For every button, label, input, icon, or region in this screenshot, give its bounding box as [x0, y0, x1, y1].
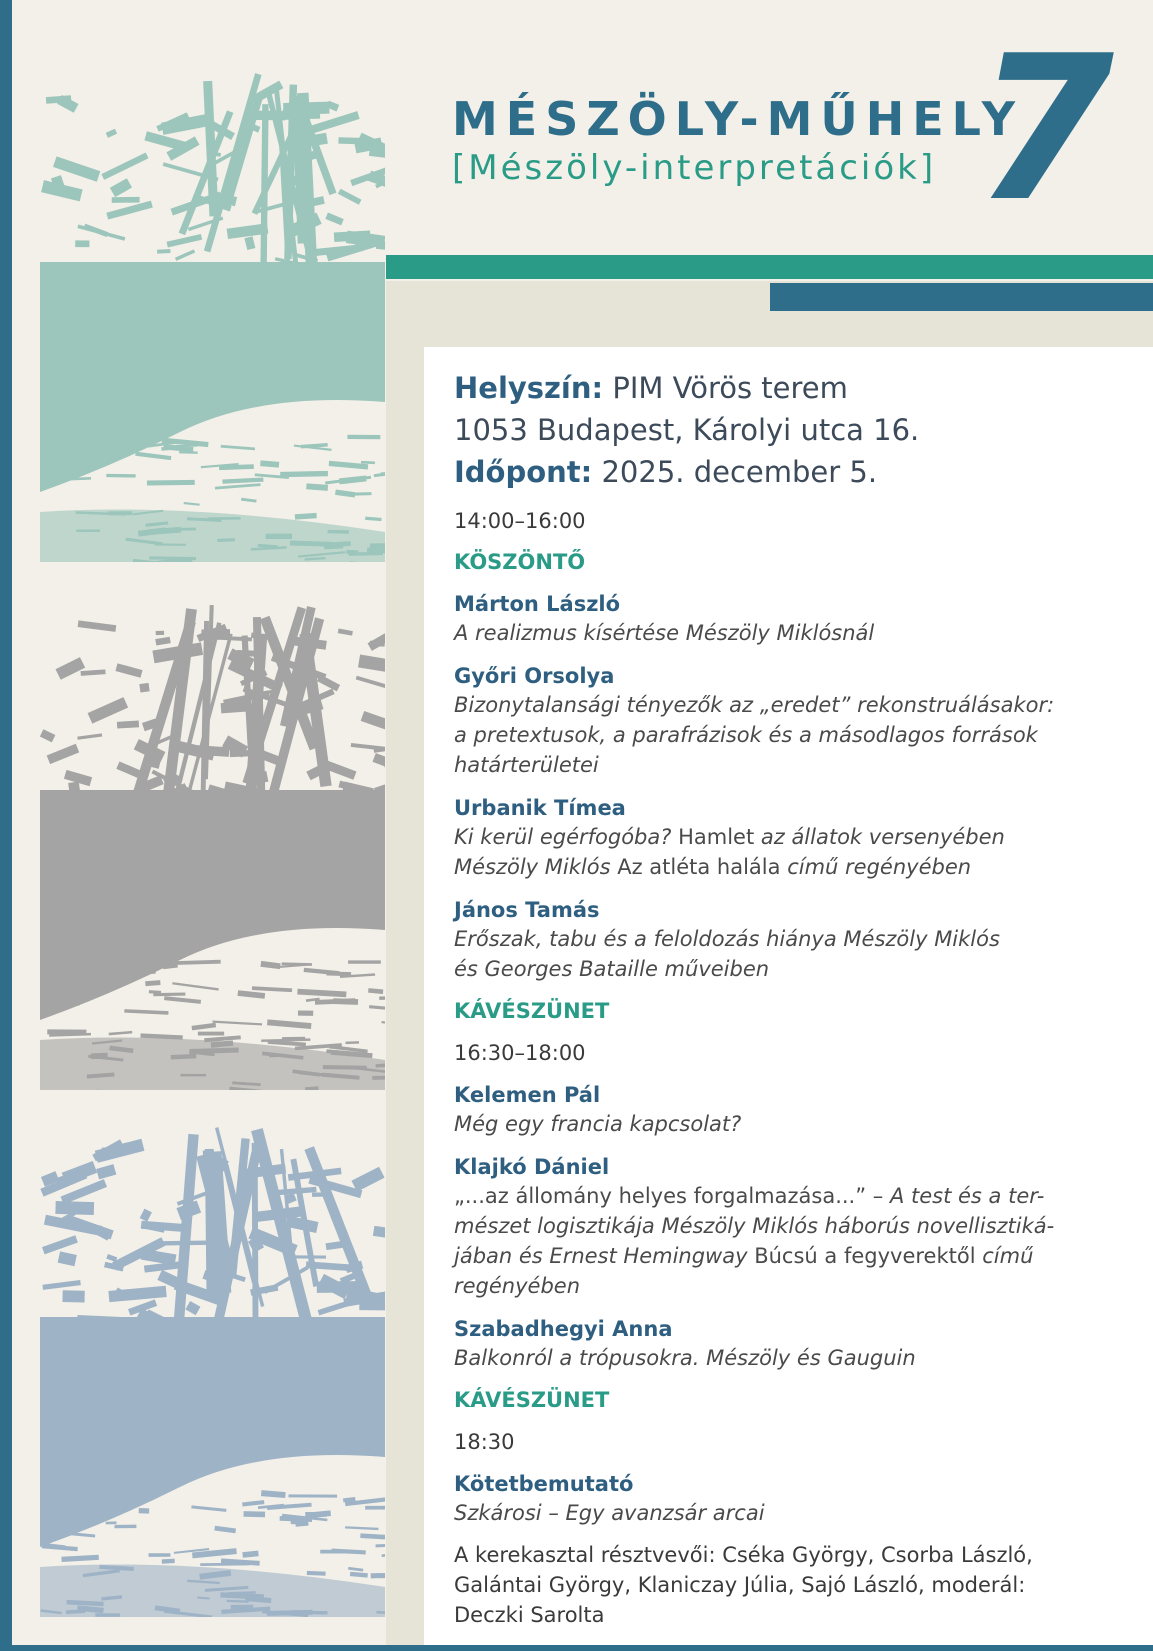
roundtable-line: Galántai György, Klaniczay Júlia, Sajó László, moderál: [454, 1573, 1026, 1597]
program-card [424, 347, 1153, 1645]
woodcut-image-green [40, 72, 385, 562]
quote-fragment: „...az állomány helyes forgalmazása...” – [454, 1184, 884, 1208]
speaker-urbanik: Urbanik Tímea [454, 796, 626, 820]
break-heading-2: KÁVÉSZÜNET [454, 1388, 610, 1412]
stripe-divider [386, 279, 1153, 281]
date-line [454, 451, 1113, 493]
woodcut-image-grey [40, 600, 385, 1090]
location-value: PIM Vörös terem [612, 371, 848, 405]
talk-janos [454, 924, 1113, 984]
talk-line [454, 822, 1113, 852]
date-label: Időpont: [454, 455, 593, 489]
book-launch-heading: Kötetbemutató [454, 1472, 634, 1496]
talk-line [454, 1181, 1113, 1211]
talk-line: regényében [454, 1274, 581, 1298]
talk-line: határterületei [454, 753, 599, 777]
date-value: 2025. december 5. [601, 455, 878, 489]
talk-fragment: című [982, 1244, 1034, 1268]
page-title: MÉSZÖLY-MŰHELY [452, 92, 1024, 146]
blue-stripe [770, 283, 1153, 311]
roundtable-participants [454, 1540, 1113, 1630]
talk-urbanik [454, 822, 1113, 882]
book-launch-title: Szkárosi – Egy avanzsár arcai [454, 1501, 765, 1525]
work-title: Búcsú a fegyverektől [754, 1244, 976, 1268]
talk-gyori [454, 690, 1113, 780]
green-stripe [386, 255, 1153, 279]
talk-klajko [454, 1181, 1113, 1301]
roundtable-line: Deczki Sarolta [454, 1603, 605, 1627]
speaker-gyori: Győri Orsolya [454, 664, 615, 688]
talk-marton: A realizmus kísértése Mészöly Miklósnál [454, 621, 875, 645]
title-block [452, 92, 1023, 188]
talk-szabadhegyi: Balkonról a trópusokra. Mészöly és Gauguin [454, 1346, 916, 1370]
welcome-heading: KÖSZÖNTŐ [454, 550, 586, 574]
speaker-janos: János Tamás [454, 898, 600, 922]
address-line: 1053 Budapest, Károlyi utca 16. [454, 413, 920, 447]
location-label: Helyszín: [454, 371, 604, 405]
time-slot-2: 16:30–18:00 [454, 1041, 586, 1065]
work-title: Hamlet [678, 825, 755, 849]
speaker-szabadhegyi: Szabadhegyi Anna [454, 1317, 673, 1341]
talk-fragment: Ki kerül egérfogóba? [454, 825, 672, 849]
talk-fragment: A test és a ter- [889, 1184, 1045, 1208]
talk-fragment: az állatok versenyében [760, 825, 1005, 849]
bottom-accent-bar [0, 1645, 1153, 1651]
speaker-marton: Márton László [454, 592, 621, 616]
talk-fragment: jában és Ernest Hemingway [454, 1244, 748, 1268]
talk-line: Bizonytalansági tényezők az „eredet” rekonstruálásakor: [454, 693, 1055, 717]
woodcut-image-blue [40, 1127, 385, 1617]
speaker-kelemen: Kelemen Pál [454, 1083, 601, 1107]
talk-line: mészet logisztikája Mészöly Miklós háborús novellisztiká- [454, 1214, 1055, 1238]
time-slot-1: 14:00–16:00 [454, 509, 586, 533]
issue-number: 7 [975, 13, 1115, 246]
talk-kelemen: Még egy francia kapcsolat? [454, 1112, 742, 1136]
roundtable-line: A kerekasztal résztvevői: Cséka György, Csorba László, [454, 1543, 1033, 1567]
location-line [454, 367, 1113, 409]
break-heading-1: KÁVÉSZÜNET [454, 999, 610, 1023]
work-title: Az atléta halála [617, 855, 781, 879]
left-accent-bar [0, 0, 12, 1651]
talk-line [454, 1241, 1113, 1271]
page-subtitle: [Mészöly-interpretációk] [452, 148, 937, 188]
talk-line: a pretextusok, a parafrázisok és a másodlagos források [454, 723, 1038, 747]
talk-line: és Georges Bataille műveiben [454, 957, 770, 981]
time-slot-3: 18:30 [454, 1430, 515, 1454]
speaker-klajko: Klajkó Dániel [454, 1155, 610, 1179]
talk-line [454, 852, 1113, 882]
talk-line: Erőszak, tabu és a feloldozás hiánya Mészöly Miklós [454, 927, 1000, 951]
talk-fragment: Mészöly Miklós [454, 855, 611, 879]
talk-fragment: című regényében [787, 855, 972, 879]
